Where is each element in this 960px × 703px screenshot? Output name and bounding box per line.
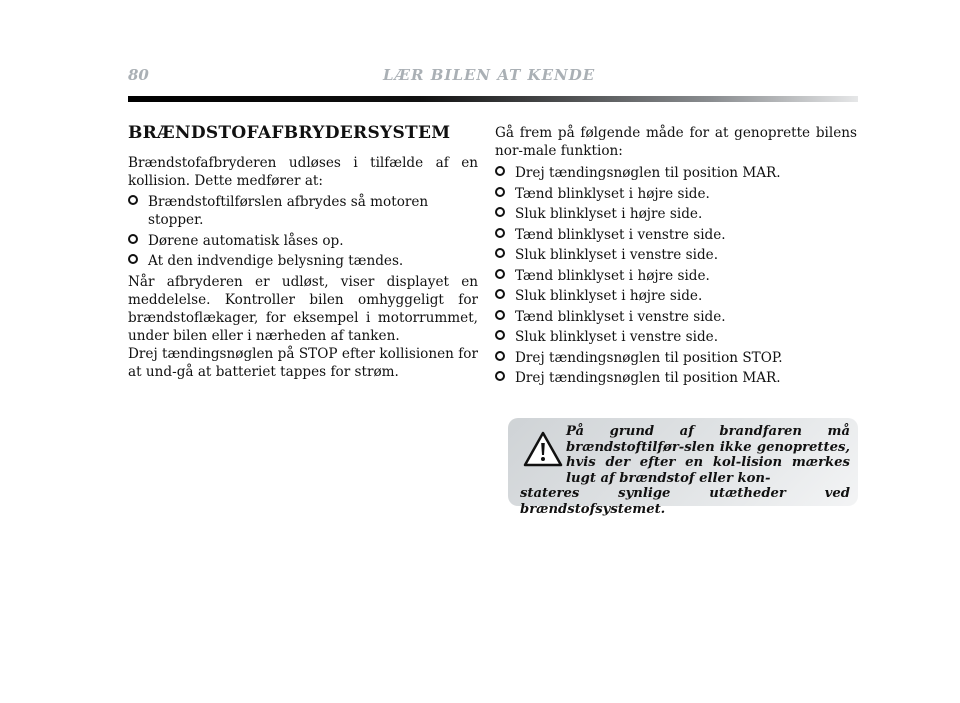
list-item: Tænd blinklyset i højre side.: [495, 267, 857, 285]
bullet-icon: [495, 228, 505, 238]
procedure-list: [495, 164, 857, 387]
bullet-icon: [495, 269, 505, 279]
check-paragraph: Når afbryderen er udløst, viser displayet en meddelelse. Kontroller bilen omhyggeligt for brændstoflækager, for eksempel i motorrummet, under bilen eller i nærheden af tanken.: [128, 274, 478, 344]
bullet-icon: [495, 371, 505, 381]
bullet-icon: [495, 351, 505, 361]
bullet-icon: [495, 310, 505, 320]
list-item: Dørene automatisk låses op.: [128, 232, 478, 250]
bullet-icon: [495, 187, 505, 197]
list-item: Sluk blinklyset i højre side.: [495, 205, 857, 223]
bullet-icon: [495, 166, 505, 176]
running-head: LÆR BILEN AT KENDE: [383, 66, 596, 84]
list-item: Drej tændingsnøglen til position MAR.: [495, 369, 857, 387]
list-item: Tænd blinklyset i venstre side.: [495, 308, 857, 326]
key-paragraph: Drej tændingsnøglen på STOP efter kollisionen for at und-gå at batteriet tappes for strøm.: [128, 346, 478, 380]
list-item: Sluk blinklyset i højre side.: [495, 287, 857, 305]
list-item: Drej tændingsnøglen til position MAR.: [495, 164, 857, 182]
list-item: Sluk blinklyset i venstre side.: [495, 328, 857, 346]
bullet-icon: [495, 289, 505, 299]
effects-list: [128, 193, 478, 270]
intro-paragraph: Brændstofafbryderen udløses i tilfælde af en kollision. Dette medfører at:: [128, 155, 478, 189]
list-item: Drej tændingsnøglen til position STOP.: [495, 349, 857, 367]
list-item: At den indvendige belysning tændes.: [128, 252, 478, 270]
warning-lead: På grund af brandfaren må brændstoftilfør-slen ikke genoprettes, hvis der efter en kol-lision mærkes lugt af brændstof eller kon-: [566, 424, 850, 486]
section-title: BRÆNDSTOFAFBRYDERSYSTEM: [128, 123, 451, 143]
procedure-intro: Gå frem på følgende måde for at genoprette bilens nor-male funktion:: [495, 125, 857, 159]
bullet-icon: [495, 330, 505, 340]
list-item: Sluk blinklyset i venstre side.: [495, 246, 857, 264]
bullet-icon: [128, 195, 138, 205]
list-item: Tænd blinklyset i højre side.: [495, 185, 857, 203]
warning-box: [508, 418, 858, 517]
left-column: [128, 122, 478, 381]
header-rule: [128, 96, 858, 102]
bullet-icon: [128, 234, 138, 244]
bullet-icon: [495, 248, 505, 258]
page-number: 80: [128, 66, 149, 84]
warning-rest: stateres synlige utætheder ved brændstofsystemet.: [520, 486, 850, 517]
bullet-icon: [495, 207, 505, 217]
bullet-icon: [128, 254, 138, 264]
right-column: [495, 124, 857, 390]
warning-text: [520, 424, 850, 517]
list-item: Tænd blinklyset i venstre side.: [495, 226, 857, 244]
list-item: Brændstoftilførslen afbrydes så motoren stopper.: [128, 193, 478, 229]
